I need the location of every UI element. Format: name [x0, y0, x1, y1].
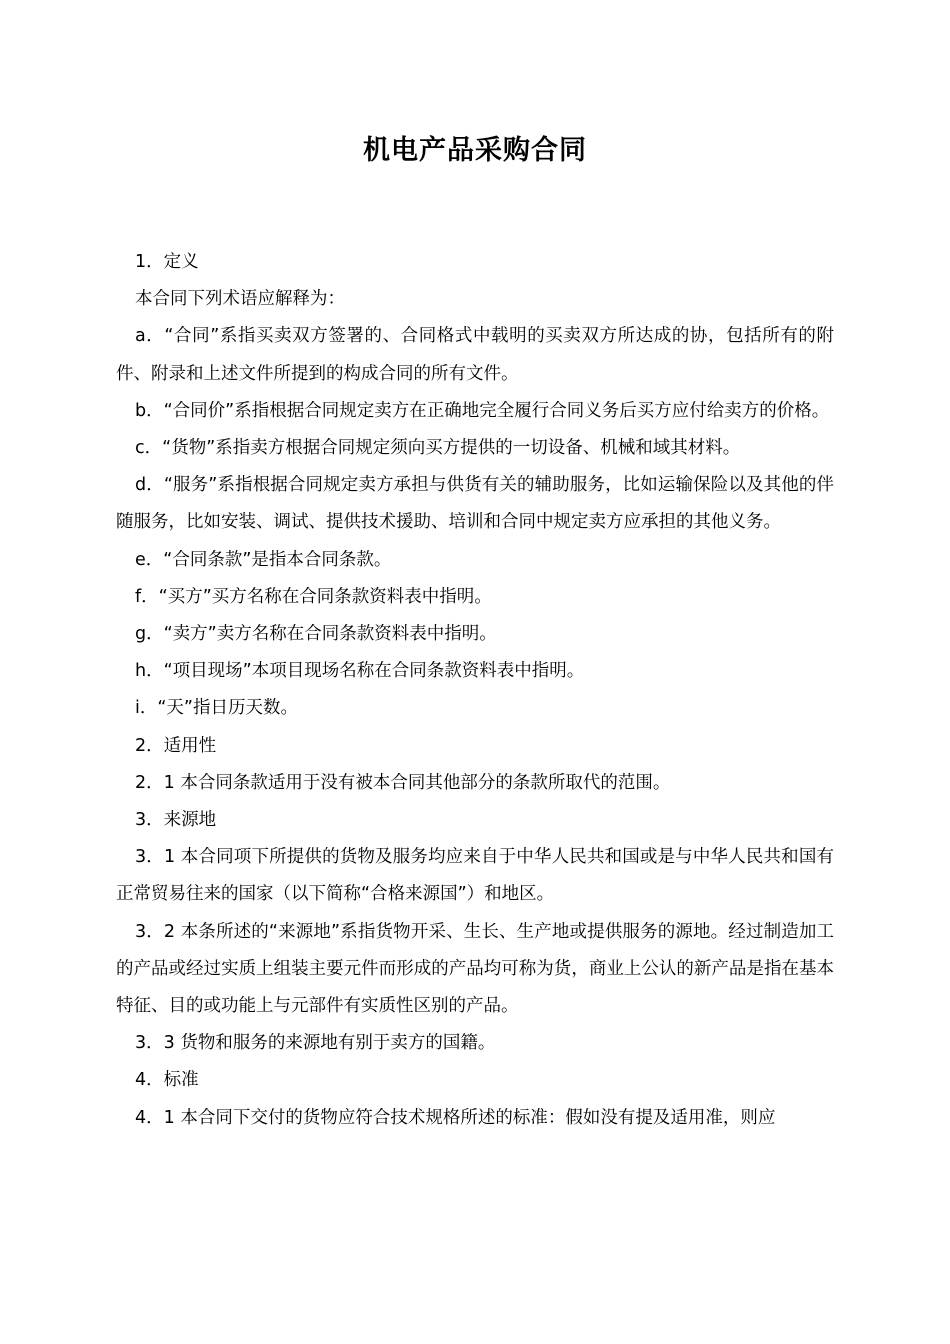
- paragraph: 本合同下列术语应解释为：: [135, 289, 345, 310]
- definition-item: i．“天”指日历天数。: [135, 698, 298, 719]
- definition-item: b．“合同价”系指根据合同规定卖方在正确地完全履行合同义务后买方应付给卖方的价格。: [135, 400, 830, 421]
- section-heading: 4．标准: [135, 1070, 199, 1091]
- section-heading: 1．定义: [135, 252, 199, 272]
- definition-item: c．“货物”系指卖方根据合同规定须向买方提供的一切设备、机械和域其材料。: [135, 438, 741, 459]
- clause: 3．1 本合同项下所提供的货物及服务均应来自于中华人民共和国或是与中华人民共和国有正常贸易往来的国家（以下简称“合格来源国”）和地区。: [116, 847, 834, 905]
- definition-item: g．“卖方”卖方名称在合同条款资料表中指明。: [135, 624, 497, 645]
- definition-item: a．“合同”系指买卖双方签署的、合同格式中载明的买卖双方所达成的协，包括所有的附件、附录和上述文件所提到的构成合同的所有文件。: [116, 326, 834, 384]
- clause: 3．3 货物和服务的来源地有别于卖方的国籍。: [135, 1033, 496, 1054]
- document-title: 机电产品采购合同: [363, 135, 587, 166]
- section-heading: 2．适用性: [135, 735, 217, 756]
- definition-item: f．“买方”买方名称在合同条款资料表中指明。: [135, 586, 492, 607]
- clause: 3．2 本条所述的“来源地”系指货物开采、生长、生产地或提供服务的源地。经过制造加工的产品或经过实质上组装主要元件而形成的产品均可称为货，商业上公认的新产品是指在基本特征、目的或功能上与元部件有实质性区别的产品。: [116, 921, 834, 1017]
- definition-item: d．“服务”系指根据合同规定卖方承担与供货有关的辅助服务，比如运输保险以及其他的伴随服务，比如安装、调试、提供技术援助、培训和合同中规定卖方应承担的其他义务。: [116, 475, 834, 533]
- section-heading: 3．来源地: [135, 810, 217, 831]
- document-body: [116, 244, 834, 1137]
- clause: 2．1 本合同条款适用于没有被本合同其他部分的条款所取代的范围。: [135, 772, 671, 793]
- clause: 4．1 本合同下交付的货物应符合技术规格所述的标准：假如没有提及适用准，则应: [135, 1107, 776, 1128]
- definition-item: e．“合同条款”是指本合同条款。: [135, 549, 392, 570]
- definition-item: h．“项目现场”本项目现场名称在合同条款资料表中指明。: [135, 661, 585, 682]
